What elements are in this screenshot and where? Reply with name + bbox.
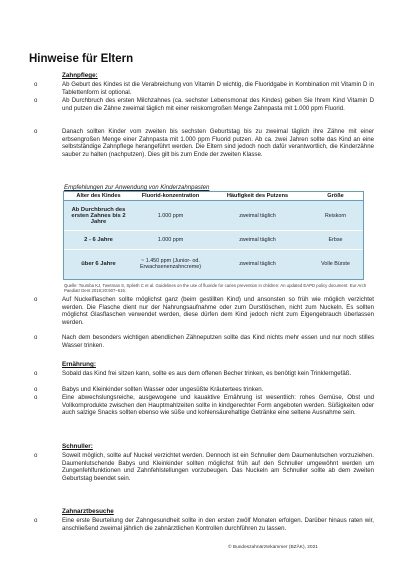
list-item-text: Ab Geburt des Kindes ist die Verabreichung von Vitamin D wichtig, die Fluoridgabe in Kombination mit Vitamin D in Tablettenform ist optional. xyxy=(62,81,374,96)
list-item-text: Auf Nuckelflaschen sollte möglichst ganz (beim gestillten Kind) und ansonsten so früh wie möglich verzichtet werden. Die Flasche dient nur der Nahrungsaufnahme oder zum Durstlöschen, nicht zum Nuckeln. Es sollten möglichst Glasflaschen verwendet werden, diese dürfen dem Kind jedoch nicht zum Eigengebrauch überlassen werden. xyxy=(62,296,374,326)
table-cell-frequency: zweimal täglich xyxy=(208,231,307,250)
table-row xyxy=(64,231,364,250)
list-item-text: Danach sollten Kinder vom zweiten bis sechsten Geburtstag bis zu zweimal täglich ihre Zähne mit einer erbsengroßen Menge einer Zahnpasta mit 1.000 ppm Fluorid putzen. Ab ca. zwei Jahren sollte das Kind an eine selbstständige Zahnpflege herangeführt werden. Die Eltern sind jedoch noch dafür verantwortlich, die Kinderzähne sauber zu halten (nachputzen). Dies gilt bis zum Ende der zweiten Klasse. xyxy=(62,128,374,158)
bullet-mark: o xyxy=(34,128,38,135)
table-cell-fluoride: 1.000 ppm xyxy=(133,201,208,231)
bullet-mark: o xyxy=(34,370,38,377)
list-item-text: Nach dem besonders wichtigen abendlichen Zähneputzen sollte das Kind nichts mehr essen und nur noch stilles Wasser trinken. xyxy=(62,334,374,349)
table-cell-size: Erbse xyxy=(307,231,364,250)
section-heading-schnuller: Schnuller: xyxy=(62,443,93,450)
column-header-size: Größe xyxy=(307,192,364,201)
list-item-text: Babys und Kleinkinder sollten Wasser oder ungesüßte Kräutertees trinken. xyxy=(62,386,264,393)
table-row xyxy=(64,249,364,279)
bullet-mark: o xyxy=(34,296,38,303)
bullet-mark: o xyxy=(34,334,38,341)
column-header-age: Alter des Kindes xyxy=(64,192,133,201)
column-header-frequency: Häufigkeit des Putzens xyxy=(208,192,307,201)
table-cell-size: Volle Bürste xyxy=(307,249,364,279)
table-header-row xyxy=(64,192,364,201)
section-heading-zahnpflege: Zahnpflege: xyxy=(62,72,98,79)
bullet-mark: o xyxy=(34,452,38,459)
table-cell-age: Ab Durchbruch des ersten Zahnes bis 2 Jahre xyxy=(64,201,133,231)
copyright-footer: © Bundeszahnärztekammer (BZÄK), 2021 xyxy=(228,545,318,550)
section-heading-zahnarztbesuche: Zahnarztbesuche xyxy=(62,508,114,515)
table-cell-frequency: zweimal täglich xyxy=(208,249,307,279)
table-cell-size: Reiskorn xyxy=(307,201,364,231)
table-cell-fluoride: ~ 1.450 ppm (Junior- od. Erwachsenenzahncreme) xyxy=(133,249,208,279)
list-item-text: Ab Durchbruch des ersten Milchzahnes (ca. sechster Lebensmonat des Kindes) geben Sie Ihrem Kind Vitamin D und putzen die Zähne zweimal täglich mit einer reiskorngroßen Menge Zahnpasta mit 1.000 ppm Fluorid. xyxy=(62,97,374,112)
bullet-mark: o xyxy=(34,386,38,393)
list-item-text: Eine abwechslungsreiche, ausgewogene und kauaktive Ernährung ist wesentlich: rohes Gemüse, Obst und Vollkornprodukte zwischen den Hauptmahlzeiten sollte in kindgerechter Form angeboten werden. Süßigkeiten oder auch salzige Snacks sollten ebenso wie süße und kohlensäurehaltige Getränke eine seltene Ausnahme sein. xyxy=(62,394,374,417)
bullet-mark: o xyxy=(34,97,38,104)
toothpaste-recommendation-table xyxy=(64,192,364,280)
table-cell-age: über 6 Jahre xyxy=(64,249,133,279)
bullet-mark: o xyxy=(34,81,38,88)
bullet-mark: o xyxy=(34,394,38,401)
table-cell-fluoride: 1.000 ppm xyxy=(133,231,208,250)
table-cell-age: 2 - 6 Jahre xyxy=(64,231,133,250)
table-source-note: Quelle: Toumba KJ, Twetman S, Splieth C et al. Guidelines on the use of fluoride for caries prevention in children: An updated EAPD policy document. Eur Arch Paediatr Dent 2019;20:507–516. xyxy=(64,283,367,294)
section-heading-ernaehrung: Ernährung: xyxy=(62,361,96,368)
list-item-text: Soweit möglich, sollte auf Nuckel verzichtet werden. Dennoch ist ein Schnuller dem Daumenlutschen vorzuziehen. Daumenlutschende Babys und Kleinkinder sollten möglichst früh auf den Schnuller umgewöhnt werden um Zungenfehlfunktionen und Zahnfehlstellungen vorzubeugen. Das Nuckeln am Schnuller sollte ab dem zweiten Geburtstag beendet sein. xyxy=(62,452,374,482)
table-cell-frequency: zweimal täglich xyxy=(208,201,307,231)
column-header-fluoride: Fluorid-konzentration xyxy=(133,192,208,201)
page-title: Hinweise für Eltern xyxy=(29,53,134,65)
list-item-text: Eine erste Beurteilung der Zahngesundheit sollte in den ersten zwölf Monaten erfolgen. Darüber hinaus raten wir, anschließend zweimal jährlich die zahnärztlichen Kontrollen durchführen zu lassen. xyxy=(62,517,374,532)
table-row xyxy=(64,201,364,231)
table-caption: Empfehlungen zur Anwendung von Kinderzahnpasten xyxy=(64,184,210,191)
bullet-mark: o xyxy=(34,517,38,524)
list-item-text: Sobald das Kind frei sitzen kann, sollte es aus dem offenen Becher trinken, es benötigt kein Trinklerngefäß. xyxy=(62,370,352,377)
